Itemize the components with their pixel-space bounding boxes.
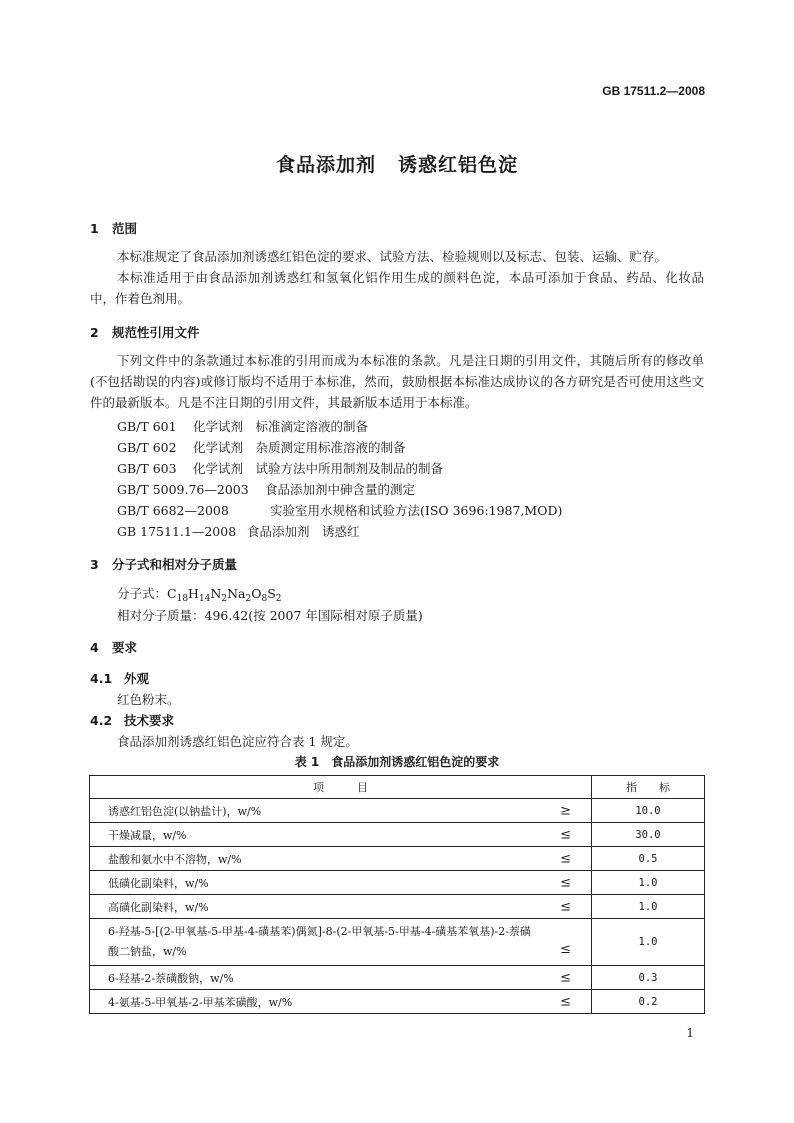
formula-subscript: 8 (261, 594, 268, 604)
title-part1: 食品添加剂 (275, 154, 376, 176)
formula-subscript: 2 (245, 594, 252, 604)
formula-subscript: 2 (221, 594, 228, 604)
table-cell-item (90, 919, 592, 966)
table-cell-value: 30.0 (592, 823, 705, 847)
title-part2: 诱惑红铝色淀 (398, 154, 519, 176)
reference-item (117, 417, 368, 435)
item-label: 干燥减量，w/% (108, 828, 187, 842)
comparison-symbol: ≤ (560, 827, 571, 842)
comparison-symbol: ≥ (560, 803, 571, 818)
reference-item (117, 480, 415, 498)
reference-code: GB/T 602 (117, 440, 177, 455)
section-2-heading (90, 323, 200, 341)
reference-item (117, 459, 443, 477)
comparison-symbol: ≤ (560, 875, 571, 890)
item-label-line-1: 6-羟基-5-[(2-甲氧基-5-甲基-4-磺基苯)偶氮]-8-(2-甲氧基-5-甲基-4-磺基苯氧基)-2-萘磺 (108, 925, 531, 938)
reference-item (117, 501, 562, 519)
standard-number: GB 17511.2—2008 (602, 84, 705, 98)
section-number: 1 (90, 221, 99, 236)
section-title: 范围 (112, 221, 138, 236)
formula-subscript: 2 (275, 594, 282, 604)
reference-code: GB/T 6682—2008 (117, 503, 229, 518)
item-label: 低磺化副染料，w/% (108, 876, 209, 890)
table-row (90, 847, 705, 871)
formula-element: Na (227, 586, 246, 601)
item-label: 4-氨基-5-甲氧基-2-甲基苯磺酸，w/% (108, 995, 293, 1009)
section-number: 2 (90, 325, 99, 340)
section-title: 外观 (124, 671, 150, 686)
section-title: 技术要求 (124, 713, 175, 728)
table-row (90, 990, 705, 1014)
reference-title: 化学试剂 标准滴定溶液的制备 (193, 419, 369, 434)
section-4-1-heading (90, 669, 149, 687)
formula-label: 分子式： (117, 586, 168, 601)
table-cell-value: 0.5 (592, 847, 705, 871)
section-3-heading (90, 555, 237, 573)
section-1-paragraph-2: 本标准适用于由食品添加剂诱惑红和氢氧化铝作用生成的颜料色淀，本品可添加于食品、药品、化妆品中，作着色剂用。 (90, 270, 704, 306)
table-cell-value: 0.2 (592, 990, 705, 1014)
formula-subscript: 14 (198, 594, 211, 604)
reference-item (117, 438, 406, 456)
comparison-symbol: ≤ (560, 942, 571, 957)
section-title: 要求 (112, 640, 138, 655)
section-4-heading (90, 638, 137, 656)
comparison-symbol: ≤ (560, 899, 571, 914)
table-row (90, 895, 705, 919)
table-row (90, 823, 705, 847)
reference-item (117, 522, 360, 540)
section-1-heading (90, 219, 137, 237)
molecular-mass: 相对分子质量：496.42(按 2007 年国际相对原子质量) (117, 608, 423, 623)
table-cell-value: 1.0 (592, 895, 705, 919)
item-label: 盐酸和氨水中不溶物，w/% (108, 852, 242, 866)
reference-title: 化学试剂 试验方法中所用制剂及制品的制备 (193, 461, 444, 476)
table-header-row (90, 776, 705, 799)
formula-subscript: 18 (176, 594, 189, 604)
reference-code: GB/T 601 (117, 419, 177, 434)
comparison-symbol: ≤ (560, 970, 571, 985)
page-number: 1 (686, 1026, 694, 1040)
reference-title: 实验室用水规格和试验方法(ISO 3696:1987,MOD) (270, 503, 563, 518)
formula-element: C (167, 586, 177, 601)
table-cell-item (90, 799, 592, 823)
section-2-paragraph: 下列文件中的条款通过本标准的引用而成为本标准的条款。凡是注日期的引用文件，其随后所有的修改单(不包括勘误的内容)或修订版均不适用于本标准，然而，鼓励根据本标准达成协议的各方研究是否可使用这些文件的最新版本。凡是不注日期的引用文件，其最新版本适用于本标准。 (90, 353, 704, 410)
table-cell-item (90, 847, 592, 871)
table-row (90, 799, 705, 823)
item-label-line-2: 酸二钠盐，w/% (108, 945, 187, 958)
table-row (90, 919, 705, 966)
document-title (0, 150, 794, 177)
table-cell-item (90, 823, 592, 847)
table-caption: 表 1 食品添加剂诱惑红铝色淀的要求 (294, 755, 500, 769)
formula-element: O (251, 586, 262, 601)
item-label: 诱惑红铝色淀(以钠盐计)，w/% (108, 804, 262, 818)
formula-element: S (267, 586, 276, 601)
reference-title: 食品添加剂 诱惑红 (247, 524, 360, 539)
reference-code: GB/T 603 (117, 461, 177, 476)
table-cell-item (90, 871, 592, 895)
table-cell-item (90, 895, 592, 919)
item-label: 6-羟基-2-萘磺酸钠，w/% (108, 971, 234, 985)
appearance-text: 红色粉末。 (117, 692, 180, 707)
section-number: 4.2 (90, 713, 113, 728)
table-cell-value: 10.0 (592, 799, 705, 823)
table-cell-item (90, 990, 592, 1014)
technical-requirements-text: 食品添加剂诱惑红铝色淀应符合表 1 规定。 (117, 734, 358, 749)
reference-code: GB 17511.1—2008 (117, 524, 237, 539)
comparison-symbol: ≤ (560, 994, 571, 1009)
formula-element: N (210, 586, 222, 601)
section-1-paragraph-1: 本标准规定了食品添加剂诱惑红铝色淀的要求、试验方法、检验规则以及标志、包装、运输、贮存。 (117, 249, 668, 264)
molecular-formula (117, 584, 282, 604)
table-cell-value: 1.0 (592, 871, 705, 895)
section-4-2-heading (90, 711, 174, 729)
table-row (90, 871, 705, 895)
formula-element: H (188, 586, 199, 601)
comparison-symbol: ≤ (560, 851, 571, 866)
item-label: 高磺化副染料，w/% (108, 900, 209, 914)
section-number: 4.1 (90, 671, 113, 686)
requirements-table (89, 775, 705, 1014)
table-cell-item (90, 966, 592, 990)
table-row (90, 966, 705, 990)
table-cell-value: 1.0 (592, 919, 705, 966)
section-title: 规范性引用文件 (112, 325, 200, 340)
section-title: 分子式和相对分子质量 (112, 557, 238, 572)
reference-code: GB/T 5009.76—2003 (117, 482, 249, 497)
section-number: 3 (90, 557, 99, 572)
table-cell-value: 0.3 (592, 966, 705, 990)
reference-title: 食品添加剂中砷含量的测定 (265, 482, 416, 497)
section-number: 4 (90, 640, 99, 655)
column-header-value: 指 标 (592, 776, 705, 799)
reference-title: 化学试剂 杂质测定用标准溶液的制备 (193, 440, 406, 455)
column-header-item: 项 目 (90, 776, 592, 799)
